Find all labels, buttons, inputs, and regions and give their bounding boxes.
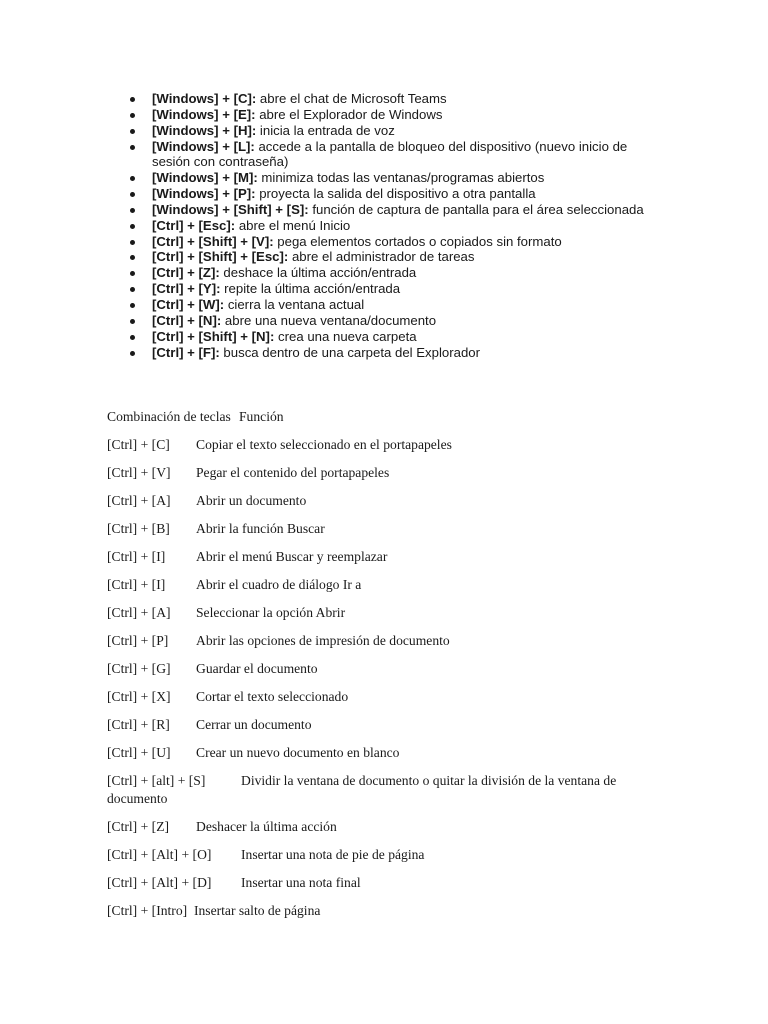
row-function: Insertar salto de página bbox=[193, 903, 321, 918]
row-function: Abrir las opciones de impresión de documento bbox=[196, 633, 450, 648]
shortcut-description: abre una nueva ventana/documento bbox=[221, 312, 437, 328]
table-row bbox=[107, 436, 667, 454]
shortcut-description: proyecta la salida del dispositivo a otra pantalla bbox=[255, 186, 536, 202]
shortcut-description: busca dentro de una carpeta del Explorador bbox=[219, 344, 481, 360]
row-function: Deshacer la última acción bbox=[196, 819, 337, 834]
table-row bbox=[107, 660, 667, 678]
table-row bbox=[107, 548, 667, 566]
list-item bbox=[130, 202, 660, 218]
row-keys: [Ctrl] + [alt] + [S] bbox=[107, 773, 206, 788]
shortcut-description: repite la última acción/entrada bbox=[220, 281, 401, 297]
row-keys: [Ctrl] + [Intro] bbox=[107, 903, 188, 918]
table-row bbox=[107, 492, 667, 510]
shortcut-description: crea una nueva carpeta bbox=[274, 328, 417, 344]
shortcut-description: minimiza todas las ventanas/programas abiertos bbox=[257, 170, 545, 186]
row-function: Crear un nuevo documento en blanco bbox=[196, 745, 400, 760]
row-function: Insertar una nota de pie de página bbox=[241, 847, 425, 862]
shortcut-description: accede a la pantalla de bloqueo del dispositivo (nuevo inicio de sesión con contraseña) bbox=[152, 138, 628, 170]
shortcut-keys: [Ctrl] + [F]: bbox=[152, 344, 220, 360]
shortcut-description: abre el Explorador de Windows bbox=[255, 106, 443, 122]
table-row bbox=[107, 772, 667, 808]
table-row bbox=[107, 846, 667, 864]
row-keys: [Ctrl] + [A] bbox=[107, 605, 171, 620]
shortcut-keys: [Ctrl] + [Shift] + [Esc]: bbox=[152, 249, 289, 265]
list-item bbox=[130, 345, 660, 361]
row-keys: [Ctrl] + [A] bbox=[107, 493, 171, 508]
row-function: Abrir el menú Buscar y reemplazar bbox=[196, 549, 388, 564]
row-keys: [Ctrl] + [Z] bbox=[107, 819, 170, 834]
table-row bbox=[107, 902, 667, 920]
table-row bbox=[107, 874, 667, 892]
row-function: Abrir un documento bbox=[196, 493, 307, 508]
table-row bbox=[107, 604, 667, 622]
shortcut-description: cierra la ventana actual bbox=[224, 296, 365, 312]
shortcut-keys: [Ctrl] + [Shift] + [V]: bbox=[152, 233, 274, 249]
header-keys: Combinación de teclas bbox=[107, 409, 231, 424]
shortcut-keys: [Windows] + [M]: bbox=[152, 170, 258, 186]
row-function: Copiar el texto seleccionado en el portapapeles bbox=[196, 437, 452, 452]
list-item bbox=[130, 139, 660, 171]
shortcut-description: inicia la entrada de voz bbox=[256, 122, 395, 138]
shortcut-keys: [Windows] + [E]: bbox=[152, 106, 256, 122]
list-item bbox=[130, 329, 660, 345]
row-function: Dividir la ventana de documento o quitar la división de la ventana de documento bbox=[107, 773, 617, 806]
row-keys: [Ctrl] + [P] bbox=[107, 633, 169, 648]
shortcut-description: abre el chat de Microsoft Teams bbox=[256, 91, 447, 106]
table-row bbox=[107, 520, 667, 538]
row-function: Pegar el contenido del portapapeles bbox=[196, 465, 390, 480]
list-item bbox=[130, 234, 660, 250]
shortcut-keys: [Ctrl] + [Shift] + [N]: bbox=[152, 328, 275, 344]
windows-shortcuts-list bbox=[130, 91, 660, 360]
table-row bbox=[107, 576, 667, 594]
shortcut-keys: [Windows] + [C]: bbox=[152, 91, 257, 106]
table-row bbox=[107, 716, 667, 734]
row-keys: [Ctrl] + [U] bbox=[107, 745, 171, 760]
shortcut-description: abre el menú Inicio bbox=[235, 217, 351, 233]
list-item bbox=[130, 265, 660, 281]
row-function: Insertar una nota final bbox=[241, 875, 361, 890]
row-function: Cerrar un documento bbox=[196, 717, 312, 732]
shortcut-description: pega elementos cortados o copiados sin formato bbox=[273, 233, 562, 249]
table-row bbox=[107, 632, 667, 650]
shortcut-keys: [Ctrl] + [N]: bbox=[152, 312, 222, 328]
row-function: Abrir la función Buscar bbox=[196, 521, 325, 536]
row-function: Cortar el texto seleccionado bbox=[196, 689, 349, 704]
row-keys: [Ctrl] + [C] bbox=[107, 437, 170, 452]
row-function: Seleccionar la opción Abrir bbox=[196, 605, 346, 620]
row-keys: [Ctrl] + [V] bbox=[107, 465, 171, 480]
word-shortcuts-table bbox=[107, 408, 667, 930]
shortcut-keys: [Windows] + [H]: bbox=[152, 122, 257, 138]
shortcut-keys: [Ctrl] + [Z]: bbox=[152, 265, 220, 281]
list-item bbox=[130, 281, 660, 297]
row-keys: [Ctrl] + [I] bbox=[107, 549, 166, 564]
row-keys: [Ctrl] + [R] bbox=[107, 717, 170, 732]
shortcut-keys: [Ctrl] + [W]: bbox=[152, 296, 225, 312]
table-row bbox=[107, 688, 667, 706]
shortcut-keys: [Windows] + [L]: bbox=[152, 138, 255, 154]
list-item bbox=[130, 107, 660, 123]
row-keys: [Ctrl] + [Alt] + [D] bbox=[107, 875, 212, 890]
header-function: Función bbox=[239, 409, 284, 424]
row-keys: [Ctrl] + [I] bbox=[107, 577, 166, 592]
shortcut-description: abre el administrador de tareas bbox=[288, 249, 475, 265]
row-function: Guardar el documento bbox=[196, 661, 318, 676]
list-item bbox=[130, 297, 660, 313]
shortcut-keys: [Windows] + [Shift] + [S]: bbox=[152, 201, 309, 217]
list-item bbox=[130, 313, 660, 329]
list-item bbox=[130, 91, 660, 107]
list-item bbox=[130, 186, 660, 202]
shortcut-keys: [Windows] + [P]: bbox=[152, 186, 256, 202]
shortcut-keys: [Ctrl] + [Y]: bbox=[152, 281, 221, 297]
list-item bbox=[130, 249, 660, 265]
table-row bbox=[107, 744, 667, 762]
shortcut-description: deshace la última acción/entrada bbox=[219, 265, 417, 281]
row-keys: [Ctrl] + [G] bbox=[107, 661, 171, 676]
shortcut-description: función de captura de pantalla para el área seleccionada bbox=[308, 201, 644, 217]
list-item bbox=[130, 123, 660, 139]
list-item bbox=[130, 218, 660, 234]
table-row bbox=[107, 464, 667, 482]
row-keys: [Ctrl] + [Alt] + [O] bbox=[107, 847, 212, 862]
list-item bbox=[130, 170, 660, 186]
row-keys: [Ctrl] + [B] bbox=[107, 521, 170, 536]
row-keys: [Ctrl] + [X] bbox=[107, 689, 171, 704]
table-row bbox=[107, 818, 667, 836]
table-header bbox=[107, 408, 667, 426]
shortcut-keys: [Ctrl] + [Esc]: bbox=[152, 217, 236, 233]
row-function: Abrir el cuadro de diálogo Ir a bbox=[196, 577, 362, 592]
